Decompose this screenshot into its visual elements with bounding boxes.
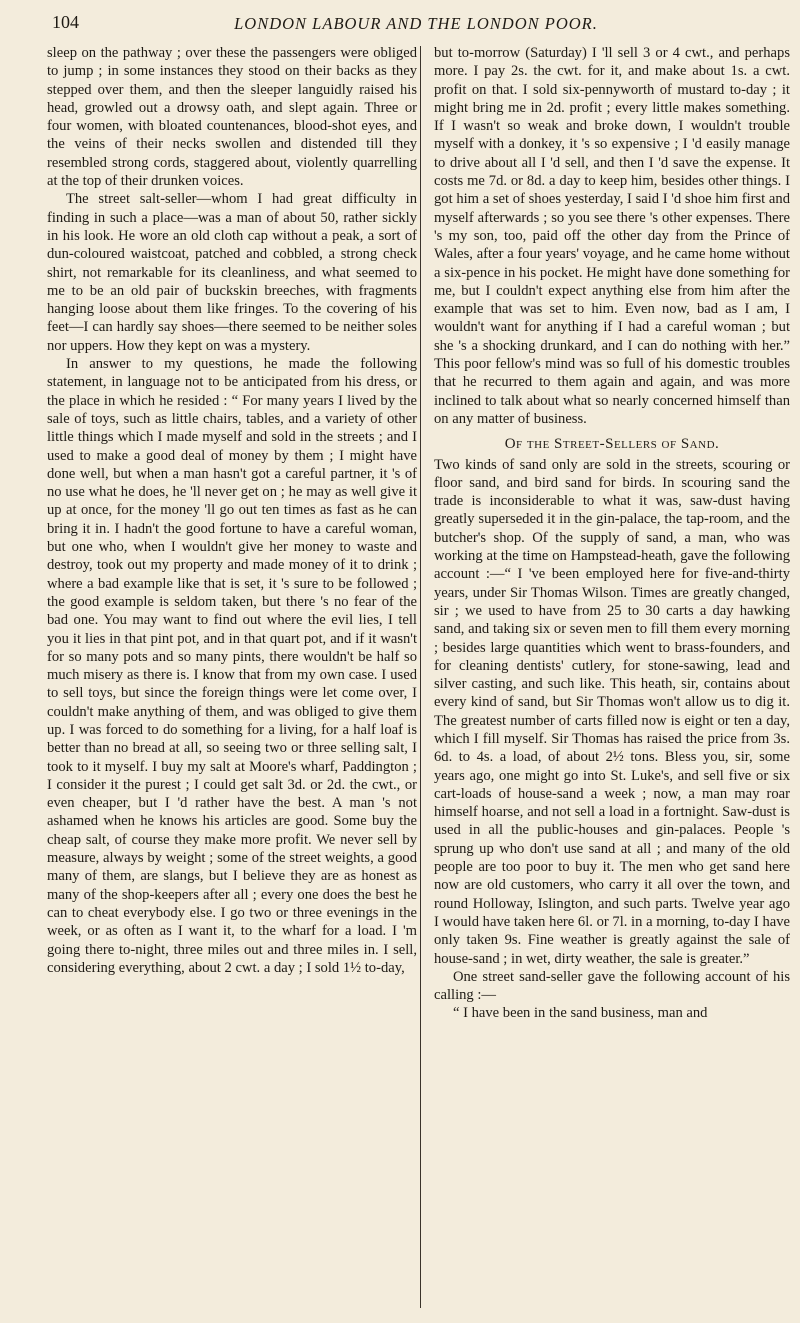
paragraph: but to-morrow (Saturday) I 'll sell 3 or 4 cwt., and perhaps more. I pay 2s. the cwt. for it, and make about 1s. a cwt. profit on that. I sold six-pennyworth of mustard to-day ; it might bring me in 2d. profit ; every little makes something. If I wasn't so weak and broke down, I wouldn't trouble myself with a donkey, it 's so expensive ; I 'd easily manage to drive about all I 'd sell, and then I 'd save the expense. It costs me 7d. or 8d. a day to keep him, besides other things. I got him a set of shoes yesterday, I said I 'd shoe him first and myself afterwards ; so you see there 's other expenses. There 's my son, too, paid off the other day from the Prince of Wales, after a four years' voyage, and he came home without a six-pence in his pocket. He might have done something for me, but I couldn't expect anything else from him after the example that was set to him. Even now, bad as I am, I wouldn't want for anything if I had a careful woman ; but she 's a shocking drunkard, and I can do nothing with her.” This poor fellow's mind was so full of his domestic troubles that he recurred to them again and again, and was more inclined to talk about what so nearly concerned himself than on any matter of business. (434, 45, 790, 427)
column-divider (420, 46, 421, 1308)
paragraph: “ I have been in the sand business, man and (452, 1005, 708, 1022)
running-title: LONDON LABOUR AND THE LONDON POOR. (234, 14, 598, 33)
page-header (52, 10, 780, 38)
right-column (434, 44, 790, 1023)
paragraph: One street sand-seller gave the following account of his calling :— (434, 968, 790, 1004)
paragraph: The street salt-seller—whom I had great difficulty in finding in such a place—was a man of about 50, rather sickly in his look. He wore an old cloth cap without a peak, a sort of dun-coloured waistcoat, patched and cobbled, a strong check shirt, not remarkable for its cleanliness, and what seemed to me to be an old pair of buckskin breeches, with fragments hanging loose about them like fringes. To the covering of his feet—I can hardly say shoes—there seemed to be neither soles nor uppers. How they kept on was a mystery. (47, 191, 417, 354)
page-number: 104 (52, 12, 79, 32)
paragraph: Two kinds of sand only are sold in the streets, scouring or floor sand, and bird sand for birds. In scouring sand the trade is inconsiderable to what it was, saw-dust having greatly superseded it in the gin-palace, the tap-room, and the butcher's shop. Of the supply of sand, a man, who was working at the time on Hampstead-heath, gave the following account :—“ I 've been employed here for five-and-thirty years, under Sir Thomas Wilson. Times are greatly changed, sir ; we used to have from 25 to 30 carts a day hawking sand, and taking six or seven men to fill them every morning ; besides large quantities which went to brass-founders, and for cleaning dentists' cutlery, for stone-sawing, lead and silver casting, and such like. This heath, sir, contains about every kind of sand, but Sir Thomas won't allow us to dig it. The greatest number of carts filled now is eight or ten a day, which I fill myself. Sir Thomas has raised the price from 3s. 6d. to 4s. a load, of about 2½ tons. Bless you, sir, some years ago, one might go into St. Luke's, and sell five or six cart-loads of house-sand a week ; now, a man may roar himself hoarse, and not sell a load in a fortnight. Saw-dust is used in all the public-houses and gin-palaces. People 's sprung up who don't use sand at all ; and many of the old people are too poor to buy it. The men who get sand here now are old customers, who carry it all over the town, and round Holloway, Islington, and such parts. Twelve year ago I would have taken here 6l. or 7l. in a morning, to-day I have only taken 9s. Fine weather is greatly against the sale of house-sand ; in wet, dirty weather, the sale is greater.” (434, 456, 790, 967)
left-column (47, 44, 417, 977)
paragraph: In answer to my questions, he made the following statement, in language not to be anticipated from his dress, or the place in which he resided : “ For many years I lived by the sale of toys, such as little chairs, tables, and a variety of other little things which I made myself and sold in the streets ; and I used to make a good deal of money by them ; I might have done well, but when a man hasn't got a careful partner, it 's of no use what he does, he 'll never get on ; he may as well give it up at once, for the money 'll go out ten times as fast as he can bring it in. I hadn't the good fortune to have a careful woman, but one who, when I wouldn't give her money to waste and destroy, took out my property and made money of it to drink ; where a bad example like that is set, it 's sure to be followed ; the good example is seldom taken, but there 's no fear of the bad one. You may want to find out where the evil lies, I tell you it lies in that pint pot, and in that quart pot, and if it wasn't for so many pots and so many pints, there wouldn't be half so much misery as there is. I know that from my own case. I used to sell toys, but since the foreign things were let come over, I couldn't make anything of them, and was obliged to give them up. I was forced to do something for a living, for a half loaf is better than no bread at all, so seeing two or three selling salt, I took to it myself. I buy my salt at Moore's wharf, Paddington ; I consider it the purest ; I could get salt 3d. or 2d. the cwt., or even cheaper, but I 'd rather have the best. A man 's not ashamed when he knows his articles are good. Some buy the cheap salt, of course they make more profit. We never sell by measure, always by weight ; some of the street weights, a good many of them, are slangs, but I believe they are as honest as many of the shop-keepers after all ; every one does the best he can to cheat everybody else. I go two or three evenings in the week, or as often as I want it, to the wharf for a load. I 'm going there to-night, three miles out and three miles in. I sell, considering everything, about 2 cwt. a day ; I sold 1½ to-day, (47, 356, 417, 976)
paragraph: sleep on the pathway ; over these the passengers were obliged to jump ; in some instances they stood on their backs as they stepped over them, and then the sleeper languidly raised his head, growled out a drowsy oath, and slept again. Three or four women, with bloated countenances, blood-shot eyes, and the veins of their necks swollen and distended till they resembled strong cords, staggered about, violently quarrelling at the top of their drunken voices. (47, 45, 417, 190)
section-heading: Of the Street-Sellers of Sand. (504, 436, 720, 453)
